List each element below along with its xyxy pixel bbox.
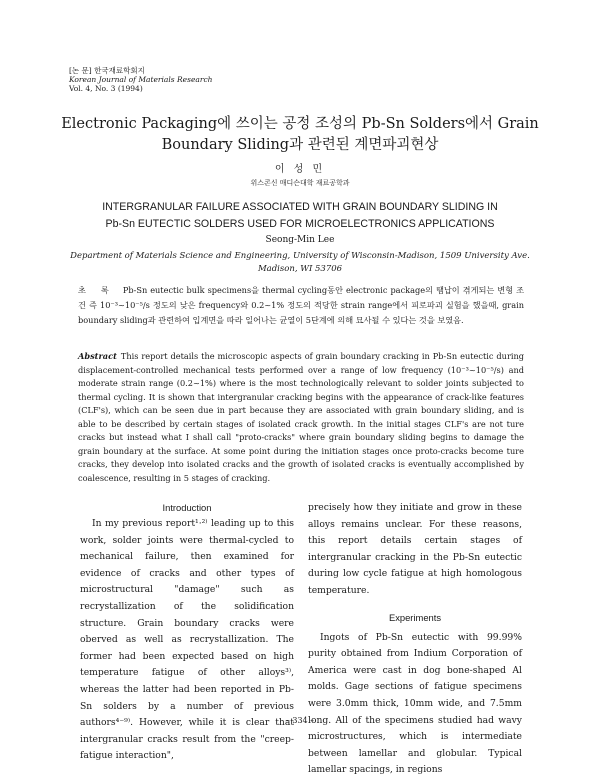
english-title-line-1: INTERGRANULAR FAILURE ASSOCIATED WITH GRAIN BOUNDARY SLIDING IN [102,201,498,213]
korean-abstract-text: Pb-Sn eutectic bulk specimens을 thermal cycling동안 electronic package의 땜납이 겪게되는 변형 조건 즉 10⁻³~10⁻⁵/s 정도의 낮은 frequency와 0.2~1% 정도의 적당한 strain range에서 피로파괴 실험을 했을때, grain boundary sliding과 관련하여 입계면을 따라 일어나는 균열이 5단계에 의해 묘사될 수 있다는 것을 보였음. [78,285,525,325]
english-title-line-2: Pb-Sn EUTECTIC SOLDERS USED FOR MICROELECTRONICS APPLICATIONS [105,218,495,230]
experiments-text: Ingots of Pb-Sn eutectic with 99.99% purity obtained from Indium Corporation of America were cast in dog bone-shaped Al molds. Gage sections of fatigue specimens were 3.0mm thick, 10mm wide, and 7.5mm long. All of the specimens studied had wavy microstructures, which is intermediate between lamellar and globular. Typical lamellar spacings, in regions [308,631,522,776]
english-abstract-label: Abstract [78,351,117,361]
english-abstract [78,350,524,485]
english-title [40,199,560,233]
english-affiliation [62,250,538,276]
introduction-heading: Introduction [162,502,212,513]
header-line-1: [논 문] 한국재료학회지 [69,66,145,75]
korean-affiliation: 위스콘신 매디슨대학 재료공학과 [250,179,350,187]
english-author: Seong-Min Lee [265,235,335,245]
english-affiliation-line-2: Madison, WI 53706 [257,264,343,274]
english-abstract-text: This report details the microscopic aspects of grain boundary cracking in Pb-Sn eutectic during displacement-controlled mechanical tests performed over a range of low frequency (10⁻³~10⁻⁵/s) and moderate strain range (0.2~1%) where is the most technologically relevant to solder joints subjected to thermal cycling. It is shown that intergranular cracking begins with the appearance of crack-like features (CLF's), which can be seen due in part because they are associated with grain boundary sliding, and is able to be described by certain stages of isolated crack growth. In the initial stages CLF's are not ture cracks but instead what I shall call "proto-cracks" where grain boundary sliding begins to damage the grain boundary at the surface. At some point during the initiation stages once proto-cracks become ture cracks, they develop into isolated cracks and the growth of isolated cracks is eventually accomplished by coalescence, resulting in 5 stages of cracking. [78,351,524,483]
journal-header [69,66,212,93]
right-column [308,500,522,779]
korean-author: 이 성 민 [274,164,326,175]
experiments-heading: Experiments [388,611,442,623]
introduction-text: In my previous report¹·²⁾ leading up to this work, solder joints were thermal-cycled to mechanical failure, then examined for evidence of cracks and other types of microstructural "damage" such as recrystallization of the solidification structure. Grain boundary cracks were oberved as well as recrystallization. The former had been expected based on high temperature fatigue of other alloys³⁾, whereas the latter had been reported in Pb-Sn solders by a number of previous authors⁴⁻⁹⁾. However, while it is clear that intergranular cracks result from the "creep-fatigue interaction", [80,518,294,762]
header-journal-name: Korean Journal of Materials Research [69,75,213,84]
header-volume: Vol. 4, No. 3 (1994) [69,84,143,93]
korean-title [40,114,560,156]
introduction-continued-text: precisely how they initiate and grow in these alloys remains unclear. For these reasons, this report details certain stages of intergranular cracking in the Pb-Sn eutectic during low cycle fatigue at high homologous temperature. [308,502,522,596]
korean-title-line-2: Boundary Sliding과 관련된 계면파괴현상 [161,137,439,153]
korean-abstract-label: 초 록 [78,285,115,295]
left-column [80,500,294,765]
page-number: – 334 – [285,716,315,725]
english-affiliation-line-1: Department of Materials Science and Engineering, University of Wisconsin-Madison, 1509 University Ave. [70,251,530,261]
korean-title-line-1: Electronic Packaging에 쓰이는 공정 조성의 Pb-Sn Solders에서 Grain [61,116,539,132]
korean-abstract [78,283,524,328]
